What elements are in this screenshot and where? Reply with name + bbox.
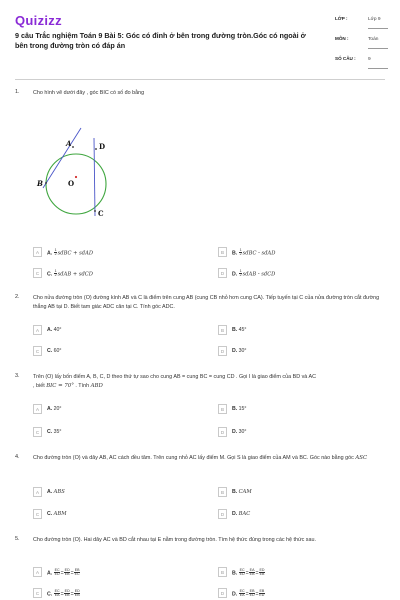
worksheet-meta [335,14,390,74]
meta-label: SỐ CÂU : [335,56,356,61]
label-o: O [68,179,75,188]
question-text: Cho hình vẽ dưới đây , góc BIC có số đo bằng [33,90,145,96]
circle-outline [46,154,106,214]
meta-value: Lớp 9 [368,17,381,22]
option-letter-box: C [33,427,42,437]
header-divider [15,79,385,80]
point-d [95,148,97,150]
worksheet-title: 9 câu Trắc nghiệm Toán 9 Bài 5: Góc có đỉnh ở bên trong đường tròn.Góc có ngoài ở bên trong đường tròn có đáp án [15,31,306,50]
option-letter-box: A [33,567,42,577]
quizizz-logo: Quizizz [15,13,62,28]
meta-class [335,14,390,34]
meta-value: Toán [368,37,379,42]
option-letter-box: D [218,268,227,278]
meta-label: LỚP : [335,16,348,21]
option-letter-box: B [218,325,227,335]
circle-figure [34,118,124,233]
option-letter-box: D [218,427,227,437]
label-d: D [99,142,106,151]
label-c: C [98,209,104,218]
option-letter-box: B [218,404,227,414]
point-a [72,146,74,148]
option-letter-box: B [218,247,227,257]
option-letter-box: C [33,268,42,278]
meta-subject [335,34,390,54]
point-b [45,182,47,184]
question-text: Trên (O) lấy bốn điểm A, B, C, D theo thứ tự sao cho cung AB = cung BC = cung CD . Gọi I là giao điểm của BD và AC , biết BIC = 70° . Tính ABD [33,374,316,389]
secant-line-ba [43,128,81,188]
question-number: 3. [15,373,20,379]
option-letter-box: B [218,567,227,577]
meta-label: MÔN : [335,36,349,41]
option-letter-box: A [33,487,42,497]
question-number: 2. [15,294,20,300]
meta-question-count [335,54,390,74]
option-letter-box: C [33,346,42,356]
question-number: 1. [15,89,20,95]
meta-underline [368,48,388,49]
center-point [75,176,77,178]
meta-value: 9 [368,57,371,62]
worksheet-header [0,0,400,78]
question-text: Cho đường tròn (O). Hai dây AC và BD cắt nhau tại E nằm trong đường tròn. Tìm hệ thức đúng trong các hệ thức sau. [33,537,316,543]
option-letter-box: A [33,247,42,257]
label-b: B [37,179,43,188]
option-letter-box: B [218,487,227,497]
meta-underline [368,28,388,29]
point-c [94,210,96,212]
option-letter-box: D [218,509,227,519]
option-letter-box: C [33,509,42,519]
question-number: 4. [15,454,20,460]
label-a: A [66,139,72,148]
question-text: Cho nửa đường tròn (O) đường kính AB và C là điểm trên cung AB (cung CB nhỏ hơn cung CA). Tiếp tuyến tại C của nửa đường tròn cắt đường thẳng AB tại D. Biết tam giác ADC cân tại C. Tính góc ADC. [33,295,380,310]
option-letter-box: A [33,404,42,414]
option-letter-box: A [33,325,42,335]
meta-underline [368,68,388,69]
option-letter-box: D [218,346,227,356]
option-letter-box: C [33,588,42,598]
question-text: Cho đường tròn (O) và dây AB, AC cách đều tâm. Trên cung nhỏ AC lấy điểm M. Gọi S là giao điểm của AM và BC. Góc nào bằng góc ASC [33,455,368,461]
secant-line-dc [94,138,95,216]
option-letter-box: D [218,588,227,598]
question-number: 5. [15,536,20,542]
